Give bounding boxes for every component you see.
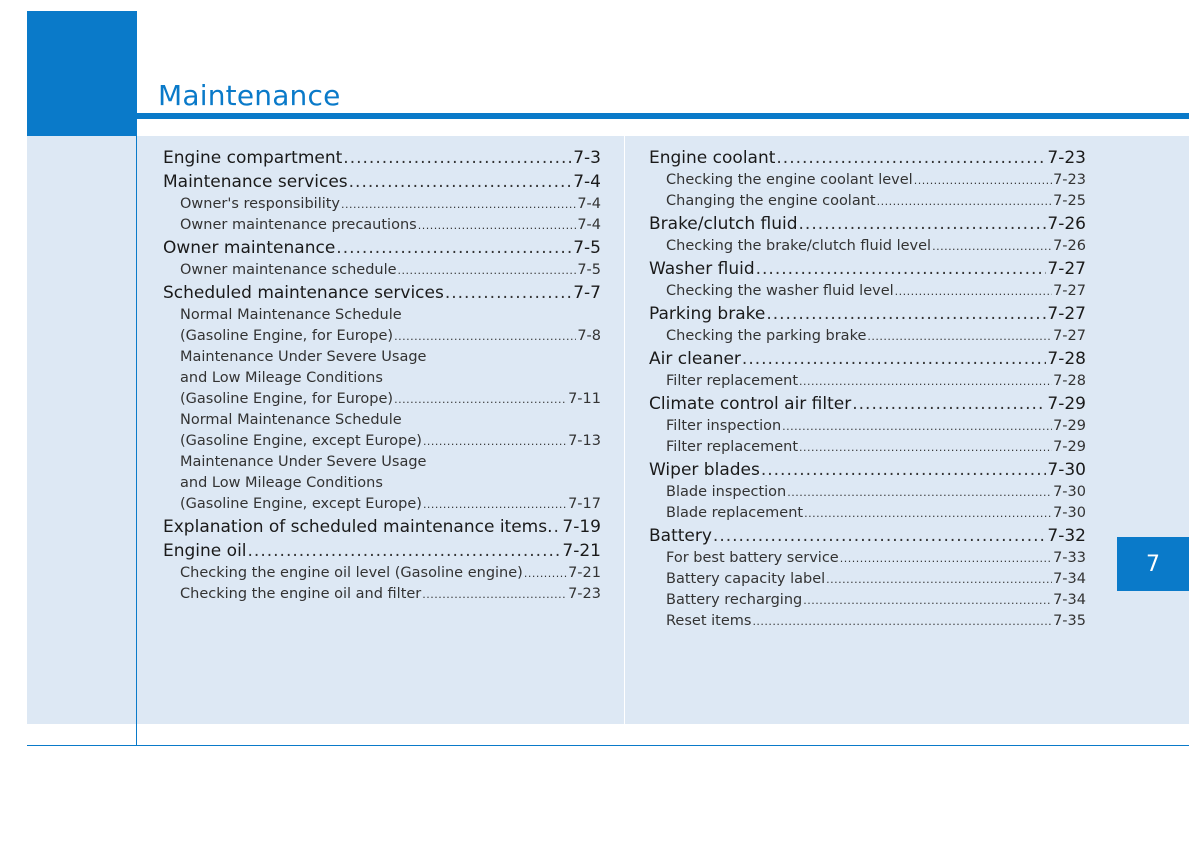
toc-entry[interactable] <box>163 431 601 452</box>
dot-leader <box>804 503 1052 524</box>
dot-leader <box>787 482 1052 503</box>
dot-leader <box>422 584 567 605</box>
toc-entry-page: 7-4 <box>573 172 601 192</box>
toc-entry[interactable] <box>163 494 601 515</box>
toc-entry-label: Filter replacement <box>666 439 799 455</box>
dot-leader <box>336 236 572 260</box>
toc-entry[interactable] <box>163 260 601 281</box>
toc-entry[interactable] <box>163 146 601 170</box>
toc-entry-label: Engine compartment <box>163 148 343 168</box>
toc-entry-page: 7-28 <box>1053 373 1086 389</box>
toc-entry-page: 7-28 <box>1047 349 1086 369</box>
dot-leader <box>932 236 1052 257</box>
toc-entry[interactable] <box>649 257 1086 281</box>
toc-entry[interactable] <box>649 416 1086 437</box>
toc-entry-page: 7-11 <box>568 391 601 407</box>
toc-entry-page: 7-4 <box>577 217 601 233</box>
dot-leader <box>782 416 1052 437</box>
toc-entry[interactable] <box>163 584 601 605</box>
dot-leader <box>423 494 567 515</box>
toc-entry[interactable] <box>649 437 1086 458</box>
toc-entry[interactable] <box>163 236 601 260</box>
toc-entry[interactable] <box>649 281 1086 302</box>
page-title: Maintenance <box>158 79 341 112</box>
dot-leader <box>799 212 1047 236</box>
toc-entry-page: 7-21 <box>568 565 601 581</box>
toc-entry-label: Maintenance Under Severe Usage <box>180 454 427 470</box>
dot-leader <box>826 569 1052 590</box>
toc-entry-label: Filter inspection <box>666 418 782 434</box>
dot-leader <box>349 170 573 194</box>
toc-entry-page: 7-27 <box>1047 304 1086 324</box>
toc-entry-label: Owner's responsibility <box>180 196 341 212</box>
toc-entry-label: Air cleaner <box>649 349 741 369</box>
toc-entry <box>163 473 601 494</box>
toc-entry-label: and Low Mileage Conditions <box>180 370 383 386</box>
toc-entry-label: Wiper blades <box>649 460 760 480</box>
toc-entry-page: 7-23 <box>568 586 601 602</box>
toc-entry-page: 7-30 <box>1047 460 1086 480</box>
dot-leader <box>895 281 1052 302</box>
toc-left-column <box>163 146 601 605</box>
toc-entry[interactable] <box>649 611 1086 632</box>
toc-entry-page: 7-23 <box>1053 172 1086 188</box>
dot-leader <box>423 431 567 452</box>
toc-entry-label: Battery <box>649 526 712 546</box>
dot-leader <box>799 437 1052 458</box>
toc-entry-label: For best battery service <box>666 550 839 566</box>
dot-leader <box>752 611 1052 632</box>
toc-entry-label: Battery capacity label <box>666 571 826 587</box>
toc-entry-page: 7-19 <box>562 517 601 537</box>
toc-entry-label: Checking the parking brake <box>666 328 867 344</box>
toc-right-column <box>649 146 1086 632</box>
dot-leader <box>742 347 1046 371</box>
toc-entry[interactable] <box>649 482 1086 503</box>
toc-entry-label: Owner maintenance <box>163 238 336 258</box>
dot-leader <box>877 191 1052 212</box>
dot-leader <box>445 281 572 305</box>
dot-leader <box>248 539 562 563</box>
header-color-block <box>27 11 137 136</box>
dot-leader <box>756 257 1047 281</box>
toc-entry-label: Owner maintenance schedule <box>180 262 397 278</box>
toc-entry-page: 7-17 <box>568 496 601 512</box>
toc-entry-page: 7-5 <box>573 238 601 258</box>
dot-leader <box>776 146 1046 170</box>
dot-leader <box>713 524 1046 548</box>
dot-leader <box>761 458 1047 482</box>
toc-entry-label: Explanation of scheduled maintenance items. <box>163 517 553 537</box>
toc-entry <box>163 410 601 431</box>
toc-entry[interactable] <box>649 212 1086 236</box>
toc-entry[interactable] <box>163 326 601 347</box>
toc-entry-label: Checking the engine oil level (Gasoline engine) <box>180 565 523 581</box>
toc-entry <box>163 452 601 473</box>
toc-entry[interactable] <box>649 302 1086 326</box>
toc-entry-label: and Low Mileage Conditions <box>180 475 383 491</box>
toc-entry-page: 7-23 <box>1047 148 1086 168</box>
toc-entry[interactable] <box>649 371 1086 392</box>
toc-entry-page: 7-21 <box>562 541 601 561</box>
dot-leader <box>398 260 577 281</box>
dot-leader <box>418 215 577 236</box>
toc-entry-page: 7-32 <box>1047 526 1086 546</box>
toc-entry-label: Blade inspection <box>666 484 787 500</box>
toc-entry[interactable] <box>649 236 1086 257</box>
toc-entry-page: 7-34 <box>1053 571 1086 587</box>
footer-rule <box>27 745 1189 746</box>
toc-entry[interactable] <box>649 170 1086 191</box>
toc-entry[interactable] <box>163 539 601 563</box>
dot-leader <box>343 146 572 170</box>
dot-leader <box>524 563 567 584</box>
dot-leader <box>840 548 1052 569</box>
toc-entry-page: 7-33 <box>1053 550 1086 566</box>
dot-leader <box>394 389 567 410</box>
toc-entry-label: (Gasoline Engine, except Europe) <box>180 496 422 512</box>
toc-entry[interactable] <box>649 458 1086 482</box>
toc-entry-page: 7-26 <box>1047 214 1086 234</box>
toc-entry-label: Parking brake <box>649 304 766 324</box>
toc-entry[interactable] <box>649 548 1086 569</box>
toc-entry-label: Normal Maintenance Schedule <box>180 412 402 428</box>
toc-entry[interactable] <box>649 503 1086 524</box>
toc-entry-page: 7-35 <box>1053 613 1086 629</box>
toc-entry-label: Washer fluid <box>649 259 755 279</box>
dot-leader <box>766 302 1046 326</box>
toc-entry-page: 7-27 <box>1047 259 1086 279</box>
toc-entry-page: 7-25 <box>1053 193 1086 209</box>
toc-entry-page: 7-30 <box>1053 484 1086 500</box>
dot-leader <box>803 590 1052 611</box>
toc-entry-page: 7-8 <box>577 328 601 344</box>
toc-entry[interactable] <box>649 191 1086 212</box>
toc-entry-page: 7-29 <box>1047 394 1086 414</box>
toc-entry-page: 7-29 <box>1053 439 1086 455</box>
toc-entry[interactable] <box>649 569 1086 590</box>
toc-entry <box>163 305 601 326</box>
toc-entry-label: Maintenance services <box>163 172 348 192</box>
toc-entry-label: Brake/clutch fluid <box>649 214 798 234</box>
dot-leader <box>852 392 1046 416</box>
toc-entry-page: 7-29 <box>1053 418 1086 434</box>
toc-entry-label: Blade replacement <box>666 505 804 521</box>
title-rule <box>137 113 1189 119</box>
toc-entry-label: Checking the engine oil and filter <box>180 586 422 602</box>
toc-entry[interactable] <box>649 524 1086 548</box>
toc-entry-label: Battery recharging <box>666 592 803 608</box>
toc-entry-label: (Gasoline Engine, except Europe) <box>180 433 422 449</box>
toc-entry-page: 7-27 <box>1053 328 1086 344</box>
toc-entry[interactable] <box>163 563 601 584</box>
toc-entry-page: 7-5 <box>577 262 601 278</box>
toc-entry-label: Scheduled maintenance services <box>163 283 444 303</box>
toc-entry-label: Checking the washer fluid level <box>666 283 894 299</box>
toc-entry-label: Engine coolant <box>649 148 776 168</box>
toc-entry-label: Changing the engine coolant <box>666 193 876 209</box>
toc-entry-label: Owner maintenance precautions <box>180 217 417 233</box>
toc-entry-label: Climate control air filter <box>649 394 852 414</box>
toc-entry <box>163 347 601 368</box>
dot-leader <box>394 326 576 347</box>
toc-entry-page: 7-30 <box>1053 505 1086 521</box>
toc-entry-label: Checking the engine coolant level <box>666 172 913 188</box>
toc-entry-label: (Gasoline Engine, for Europe) <box>180 328 394 344</box>
toc-entry-page: 7-7 <box>573 283 601 303</box>
toc-entry[interactable] <box>649 146 1086 170</box>
toc-entry[interactable] <box>163 389 601 410</box>
toc-entry-label: Normal Maintenance Schedule <box>180 307 402 323</box>
toc-entry[interactable] <box>163 515 601 539</box>
toc-entry-page: 7-13 <box>568 433 601 449</box>
toc-entry-label: Reset items <box>666 613 752 629</box>
toc-entry-page: 7-4 <box>577 196 601 212</box>
column-divider <box>624 136 625 724</box>
margin-rule-vertical <box>136 119 137 746</box>
toc-entry-page: 7-26 <box>1053 238 1086 254</box>
dot-leader <box>554 515 562 539</box>
toc-entry-label: Engine oil <box>163 541 247 561</box>
toc-entry-label: Maintenance Under Severe Usage <box>180 349 427 365</box>
dot-leader <box>914 170 1052 191</box>
toc-entry[interactable] <box>163 170 601 194</box>
toc-entry[interactable] <box>649 590 1086 611</box>
toc-entry[interactable] <box>163 194 601 215</box>
toc-entry-label: (Gasoline Engine, for Europe) <box>180 391 394 407</box>
chapter-tab[interactable]: 7 <box>1117 537 1189 591</box>
toc-entry[interactable] <box>649 326 1086 347</box>
toc-entry-label: Checking the brake/clutch fluid level <box>666 238 932 254</box>
dot-leader <box>341 194 576 215</box>
toc-entry[interactable] <box>163 281 601 305</box>
toc-entry-label: Filter replacement <box>666 373 799 389</box>
toc-entry-page: 7-3 <box>573 148 601 168</box>
toc-entry-page: 7-34 <box>1053 592 1086 608</box>
toc-entry[interactable] <box>649 392 1086 416</box>
toc-entry <box>163 368 601 389</box>
dot-leader <box>799 371 1052 392</box>
toc-entry-page: 7-27 <box>1053 283 1086 299</box>
toc-entry[interactable] <box>649 347 1086 371</box>
toc-entry[interactable] <box>163 215 601 236</box>
dot-leader <box>867 326 1052 347</box>
